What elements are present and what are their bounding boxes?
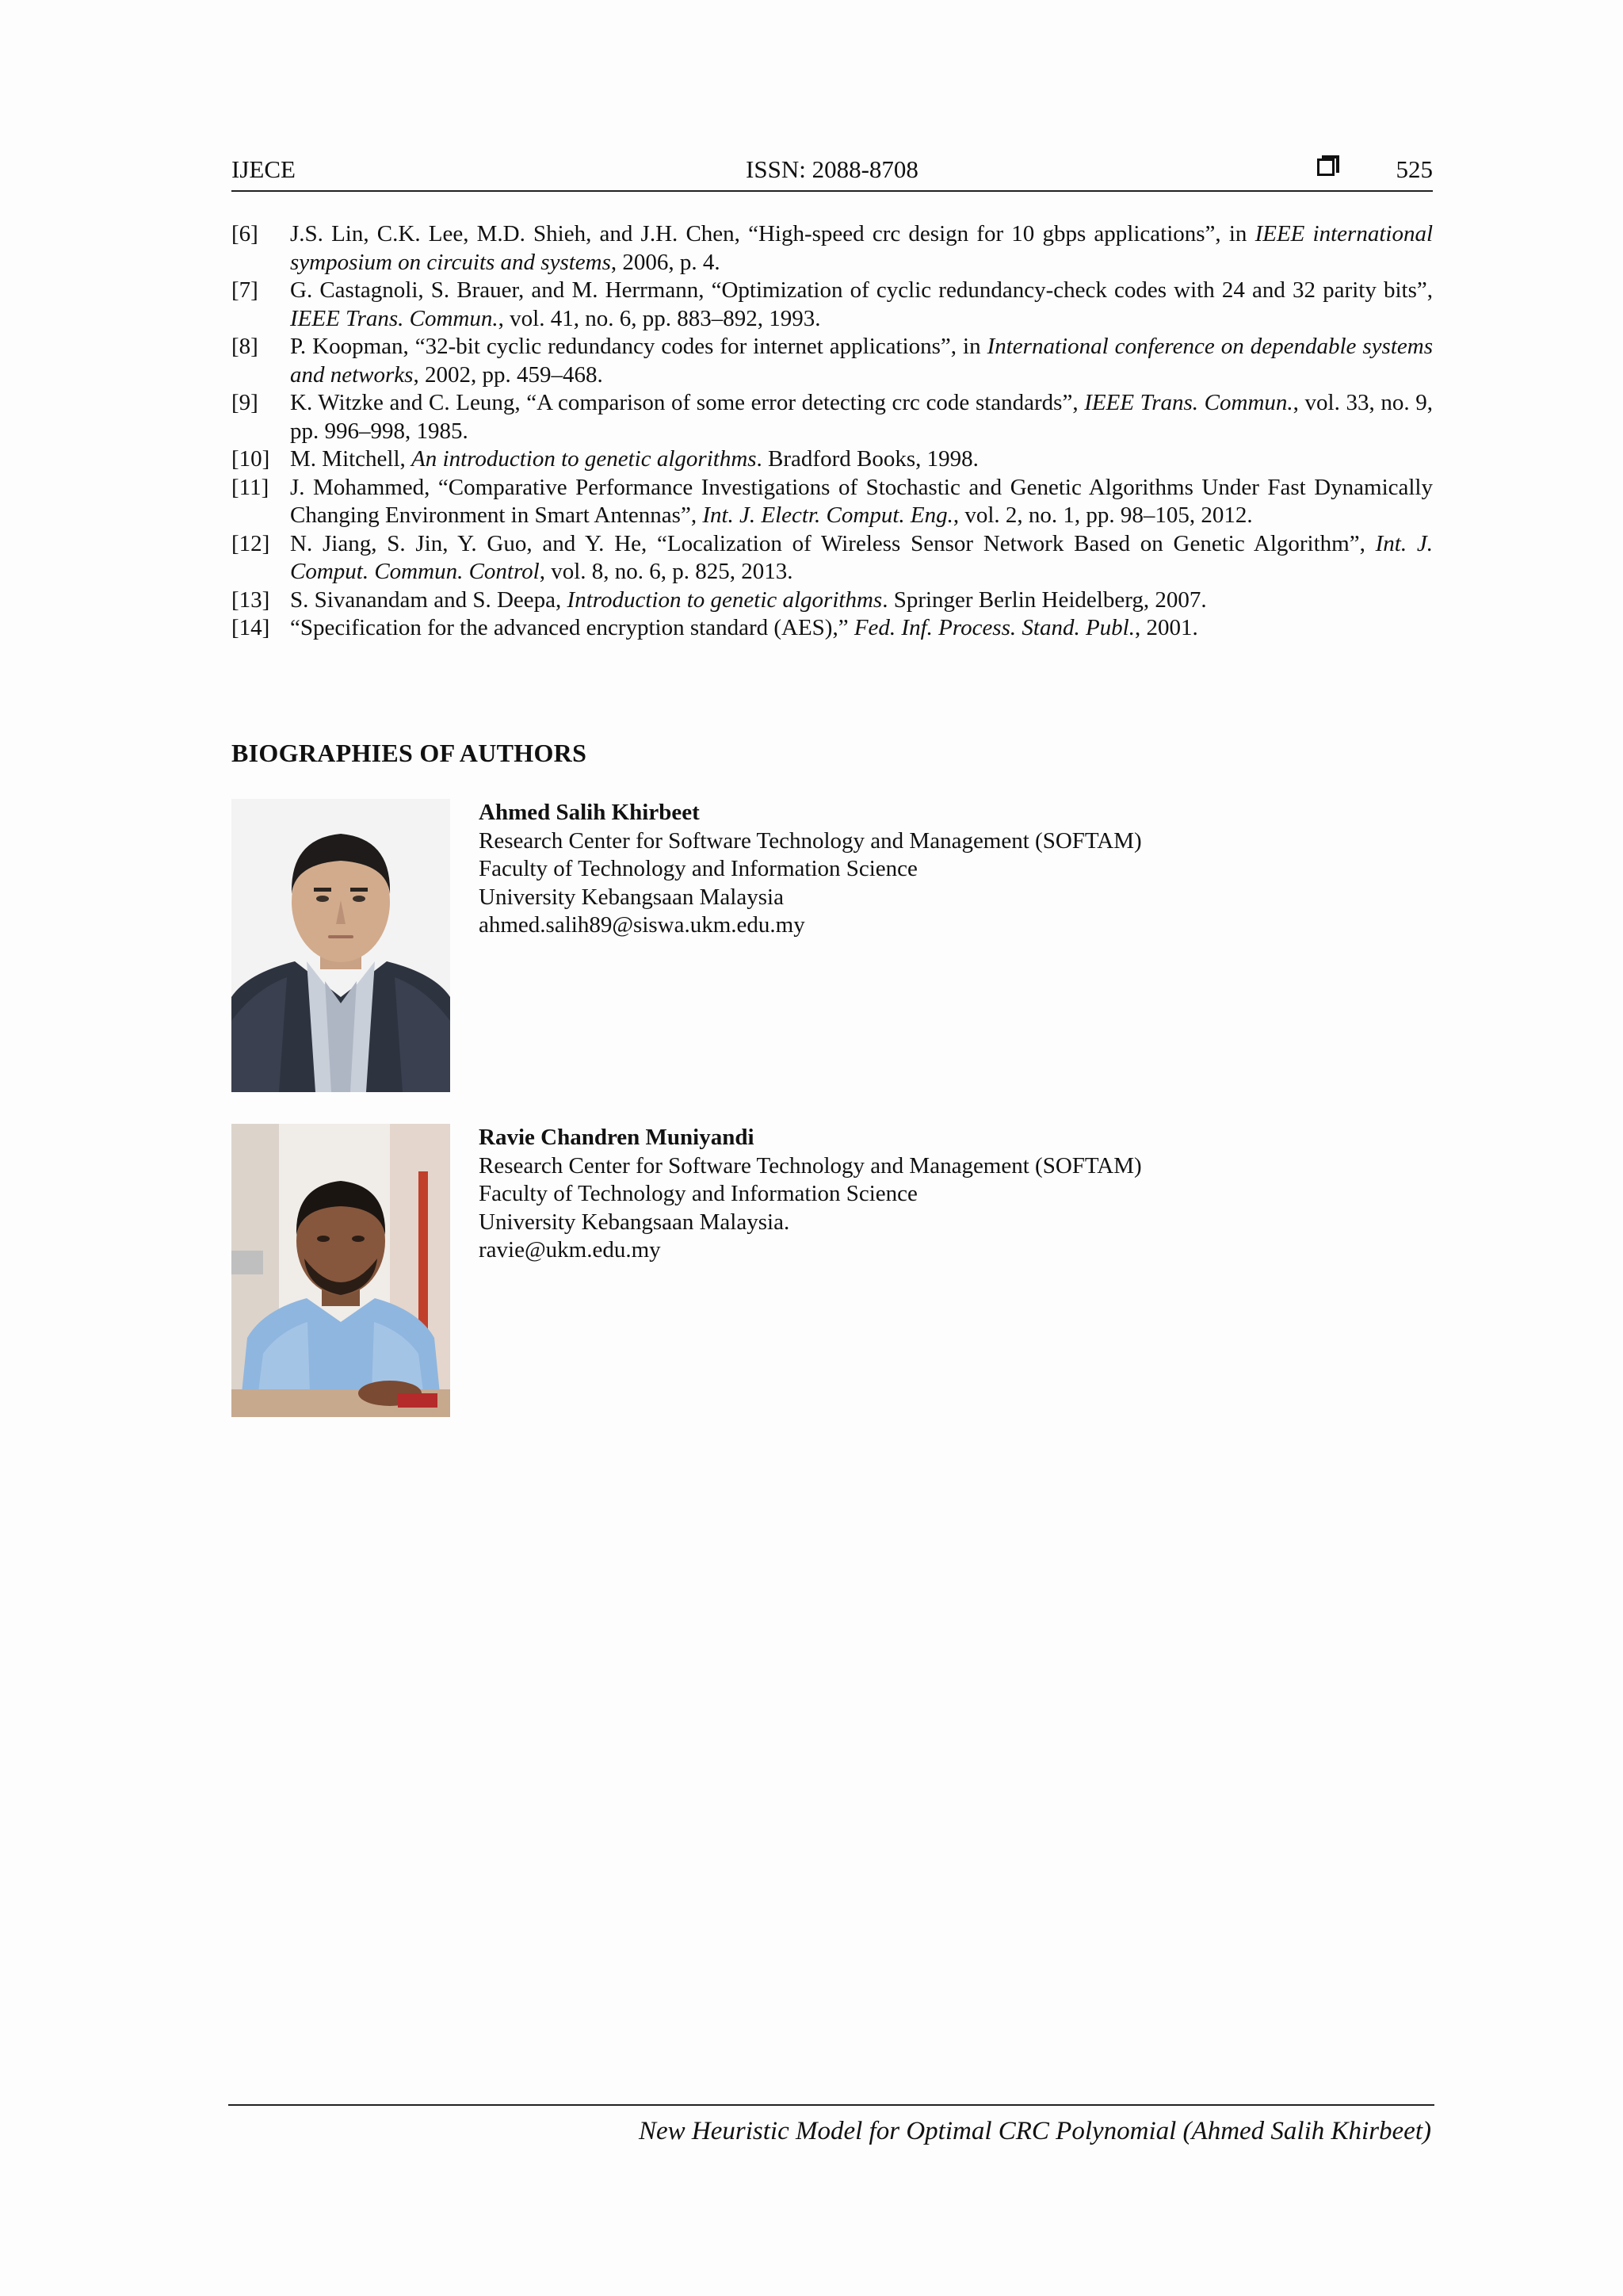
reference-text — [290, 615, 1198, 640]
reference-item — [231, 530, 1433, 586]
reference-segment: , vol. 8, no. 6, p. 825, 2013. — [539, 559, 793, 584]
author-info — [479, 1124, 1142, 1265]
reference-number: [7] — [231, 277, 258, 303]
reference-text — [290, 587, 1207, 613]
reference-segment: . Bradford Books, 1998. — [756, 446, 979, 472]
reference-segment: K. Witzke and C. Leung, “A comparison of some error detecting crc code standards”, — [290, 390, 1085, 415]
reference-venue: Fed. Inf. Process. Stand. Publ. — [854, 615, 1135, 640]
issn: ISSN: 2088-8708 — [746, 155, 918, 183]
reference-number: [6] — [231, 221, 258, 246]
journal-name: IJECE — [231, 155, 296, 183]
reference-segment: , 2006, p. 4. — [610, 249, 720, 275]
reference-segment: , vol. 33, no. 9, pp. 996–998, 1985. — [290, 390, 1433, 444]
reference-item — [231, 389, 1433, 445]
reference-text — [290, 390, 1433, 444]
reference-segment: , 2001. — [1134, 615, 1198, 640]
reference-text — [290, 334, 1433, 388]
reference-venue: International conference on dependable systems and networks — [290, 334, 1433, 388]
reference-number: [14] — [231, 615, 270, 640]
reference-segment: N. Jiang, S. Jin, Y. Guo, and Y. He, “Localization of Wireless Sensor Network Based on Genetic Algorithm”, — [290, 530, 1376, 556]
reference-item — [231, 586, 1433, 615]
reference-text — [290, 221, 1433, 275]
reference-number: [8] — [231, 334, 258, 359]
author-name: Ravie Chandren Muniyandi — [479, 1125, 754, 1150]
reference-venue: Int. J. Electr. Comput. Eng. — [702, 502, 953, 528]
running-header — [231, 151, 1433, 192]
reference-segment: . Springer Berlin Heidelberg, 2007. — [882, 586, 1207, 613]
reference-segment: , vol. 41, no. 6, pp. 883–892, 1993. — [498, 305, 821, 331]
footer-title: New Heuristic Model for Optimal CRC Polynomial (Ahmed Salih Khirbeet) — [639, 2117, 1431, 2145]
reference-item — [231, 614, 1433, 643]
reference-segment: “Specification for the advanced encryption standard (AES),” — [290, 615, 854, 640]
reference-venue: IEEE international symposium on circuits and systems — [290, 221, 1433, 275]
reference-number: [9] — [231, 390, 258, 415]
reference-segment: , vol. 2, no. 1, pp. 98–105, 2012. — [953, 502, 1253, 528]
reference-text — [290, 446, 979, 472]
author-university: University Kebangsaan Malaysia — [479, 884, 784, 910]
reference-number: [12] — [231, 530, 270, 556]
box-icon — [1317, 159, 1335, 176]
reference-list — [231, 220, 1433, 643]
reference-segment: P. Koopman, “32-bit cyclic redundancy codes for internet applications”, in — [290, 334, 987, 359]
page-number: 525 — [1396, 155, 1433, 183]
reference-text — [290, 531, 1433, 585]
reference-item — [231, 277, 1433, 333]
reference-segment: J.S. Lin, C.K. Lee, M.D. Shieh, and J.H. Chen, “High-speed crc design for 10 gbps applications”, in — [290, 221, 1255, 246]
reference-item — [231, 445, 1433, 474]
reference-venue: Introduction to genetic algorithms — [567, 586, 883, 613]
reference-venue: IEEE Trans. Commun. — [1084, 390, 1293, 415]
author-photo — [231, 799, 450, 1092]
author-email: ravie@ukm.edu.my — [479, 1237, 661, 1263]
author-faculty: Faculty of Technology and Information Science — [479, 856, 918, 881]
author-photo — [231, 1124, 450, 1417]
reference-segment: J. Mohammed, “Comparative Performance Investigations of Stochastic and Genetic Algorithms Under Fast Dynamically Changing Environment in Smart Antennas”, — [290, 474, 1433, 528]
author-email: ahmed.salih89@siswa.ukm.edu.my — [479, 912, 805, 938]
author-affiliation: Research Center for Software Technology and Management (SOFTAM) — [479, 827, 1142, 854]
reference-number: [10] — [231, 446, 270, 472]
author-faculty: Faculty of Technology and Information Science — [479, 1181, 918, 1206]
section-heading: BIOGRAPHIES OF AUTHORS — [231, 739, 587, 767]
author-info — [479, 799, 1142, 940]
reference-segment: G. Castagnoli, S. Brauer, and M. Herrmann, “Optimization of cyclic redundancy-check codes with 24 and 32 parity bits”, — [290, 277, 1433, 303]
reference-venue: An introduction to genetic algorithms — [411, 446, 757, 472]
reference-item — [231, 333, 1433, 389]
reference-segment: S. Sivanandam and S. Deepa, — [290, 586, 567, 613]
reference-text — [290, 277, 1433, 331]
reference-venue: IEEE Trans. Commun. — [290, 305, 498, 331]
reference-venue: Int. J. Comput. Commun. Control — [290, 530, 1433, 584]
reference-segment: M. Mitchell, — [290, 446, 412, 472]
reference-item — [231, 474, 1433, 530]
reference-text — [290, 475, 1433, 529]
running-footer — [228, 2104, 1434, 2145]
reference-segment: , 2002, pp. 459–468. — [413, 361, 603, 388]
reference-number: [13] — [231, 586, 270, 613]
reference-item — [231, 220, 1433, 277]
author-name: Ahmed Salih Khirbeet — [479, 800, 700, 825]
author-university: University Kebangsaan Malaysia. — [479, 1209, 790, 1235]
reference-number: [11] — [231, 474, 269, 500]
author-affiliation: Research Center for Software Technology and Management (SOFTAM) — [479, 1152, 1142, 1179]
